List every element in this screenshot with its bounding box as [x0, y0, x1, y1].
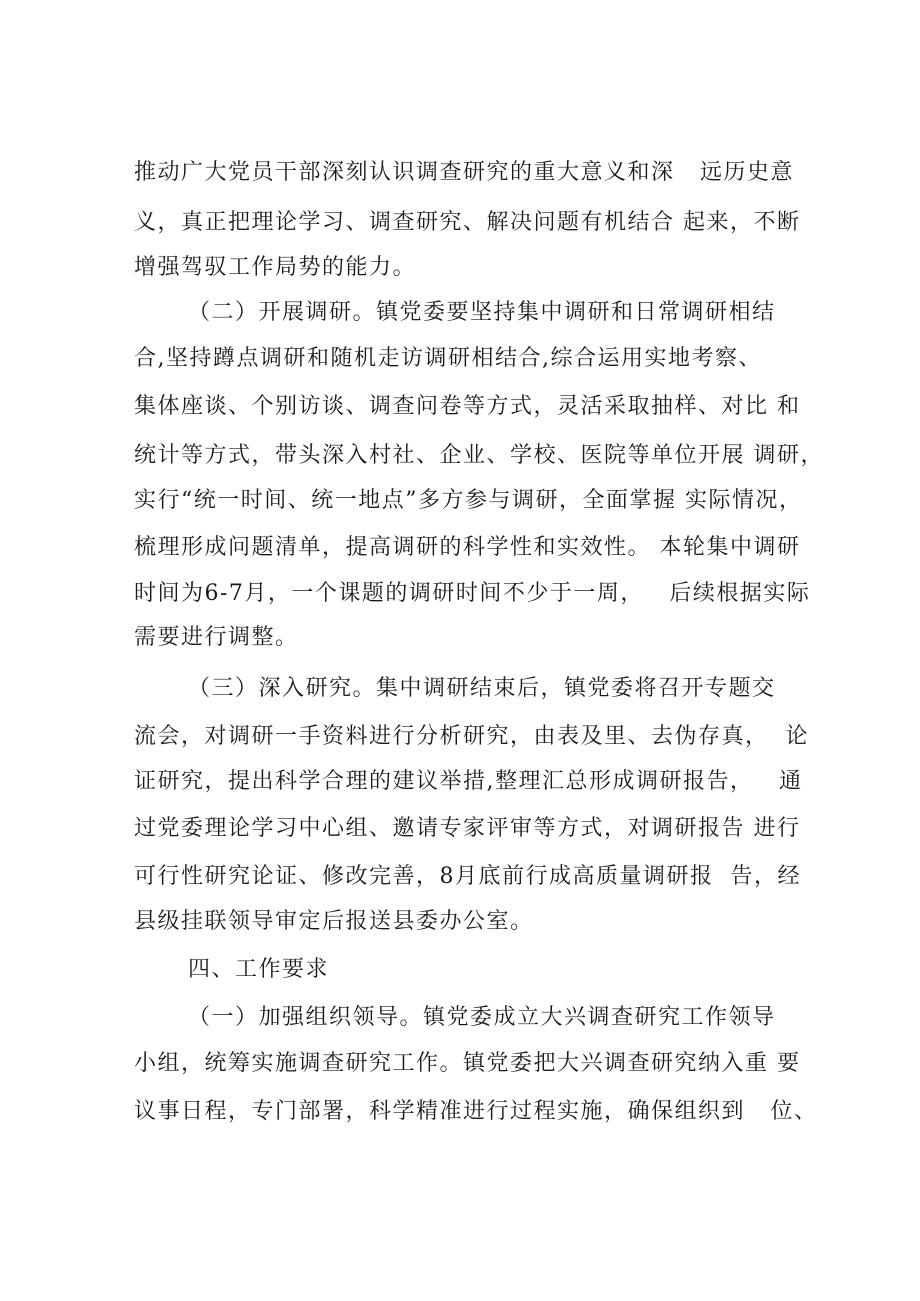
text-line: 推动广大党员干部深刻认识调查研究的重大意义和深 远历史意: [134, 160, 794, 185]
text-line: 需要进行调整。: [134, 625, 299, 650]
text-line: 可行性研究论证、修改完善，8月底前行成高质量调研报 告，经: [134, 864, 801, 889]
text-line: 议事日程，专门部署，科学精准进行过程实施，确保组织到 位、: [134, 1099, 818, 1124]
text-line: 流会，对调研一手资料进行分析研究，由表及里、去伪存真， 论: [134, 724, 809, 749]
text-line: 证研究，提出科学合理的建议举措,整理汇总形成调研报告， 通: [134, 769, 803, 794]
paragraph-2-start: （二）开展调研。镇党委要坚持集中调研和日常调研相结: [188, 300, 776, 325]
paragraph-4-start: （一）加强组织领导。镇党委成立大兴调查研究工作领导: [188, 1005, 776, 1030]
text-line: 梳理形成问题清单，提高调研的科学性和实效性。 本轮集中调研: [134, 535, 801, 560]
paragraph-3-start: （三）深入研究。集中调研结束后，镇党委将召开专题交: [188, 676, 776, 701]
text-line: 时间为6-7月，一个课题的调研时间不少于一周， 后续根据实际: [134, 581, 811, 606]
text-line: 集体座谈、个别访谈、调查问卷等方式，灵活采取抽样、对比 和: [134, 394, 801, 419]
text-line: 实行“统一时间、统一地点”多方参与调研，全面掌握 实际情况，: [134, 488, 803, 513]
text-line: 县级挂联领导审定后报送县委办公室。: [134, 909, 534, 934]
text-line: 过党委理论学习中心组、邀请专家评审等方式，对调研报告 进行: [134, 816, 801, 841]
text-line: 增强驾驭工作局势的能力。: [134, 255, 417, 280]
text-line: 合,坚持蹲点调研和随机走访调研相结合,综合运用实地考察、: [134, 346, 762, 371]
text-line: 义，真正把理论学习、调查研究、解决问题有机结合 起来，不断: [134, 210, 801, 235]
section-heading: 四、工作要求: [188, 957, 330, 982]
text-line: 小组，统筹实施调查研究工作。镇党委把大兴调查研究纳入重 要: [134, 1051, 801, 1076]
text-line: 统计等方式，带头深入村社、企业、学校、医院等单位开展 调研，: [134, 443, 824, 468]
